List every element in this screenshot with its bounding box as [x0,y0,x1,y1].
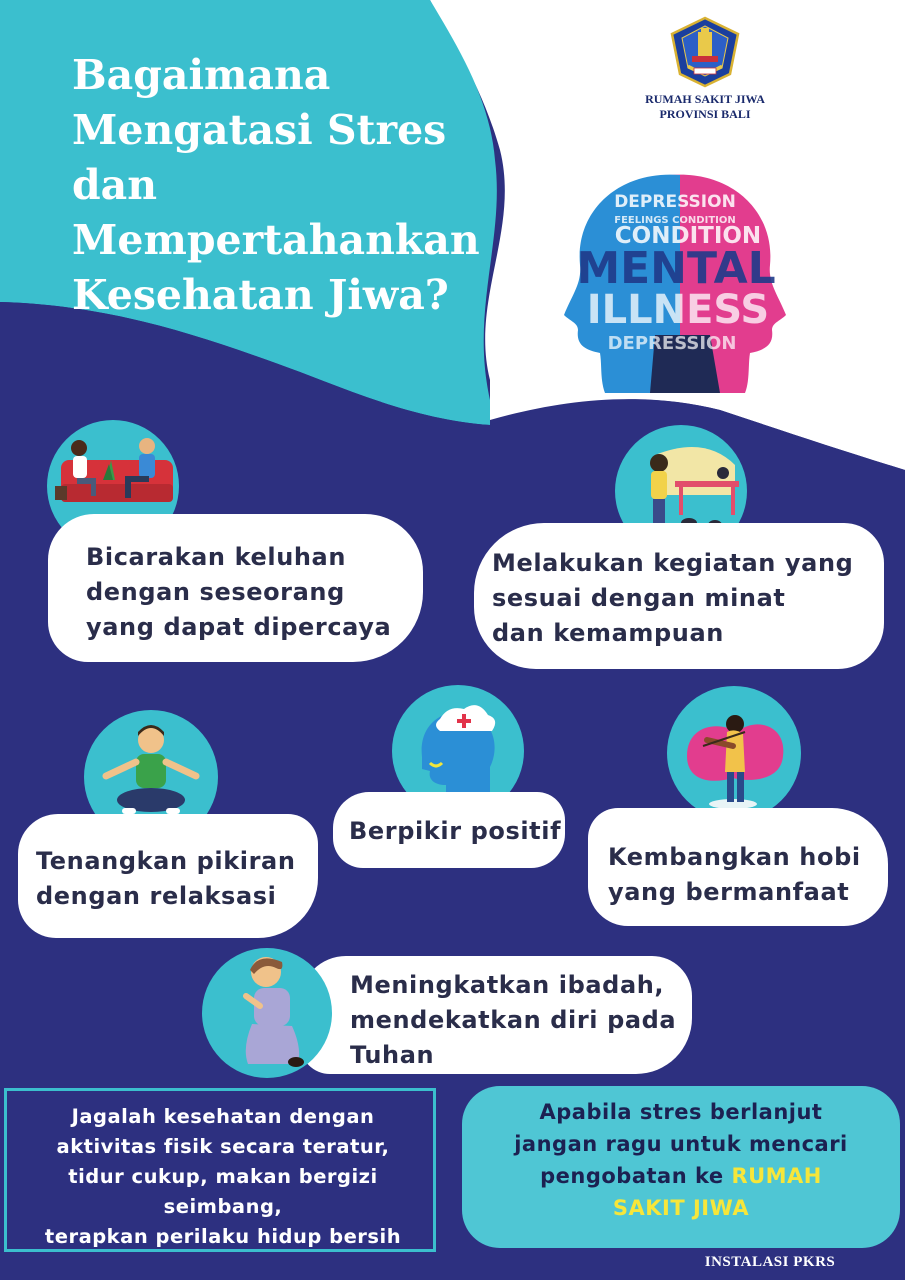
tip-text [492,546,853,651]
referral-line: jangan ragu untuk mencari [514,1132,848,1156]
tip-line: Kembangkan hobi [608,843,861,871]
referral-line [462,1192,900,1224]
tip-line: Meningkatkan ibadah, [350,971,665,999]
referral-prefix: pengobatan ke [540,1164,732,1188]
title-line: dan [72,161,158,209]
tip-line: Berpikir positif [349,817,562,845]
violin-hobby-icon [667,686,801,820]
tip-line: yang dapat dipercaya [86,613,392,641]
head-word: DEPRESSION [614,192,736,212]
health-tip-line: aktivitas fisik secara teratur, [56,1135,390,1158]
health-tip-line: seimbang, [163,1195,283,1218]
tip-line: Tuhan [350,1041,435,1069]
tip-line: Tenangkan pikiran [36,847,296,875]
tip-line: dengan relaksasi [36,882,277,910]
department-label: INSTALASI PKRS [704,1254,836,1270]
head-word: ILLNESS [586,287,770,333]
health-tip-line: tidur cukup, makan bergizi [68,1165,378,1188]
mental-illness-head-icon [560,165,790,395]
title-line: Mengatasi Stres [72,106,447,154]
title-line: Mempertahankan [72,216,480,264]
head-word: MENTAL [576,243,776,294]
title-line: Kesehatan Jiwa? [72,271,449,319]
tip-text [86,540,391,645]
health-tips-text [8,1102,438,1252]
hospital-name-line: RUMAH SAKIT JIWA [645,92,765,106]
referral-text [462,1096,900,1224]
tip-line: Bicarakan keluhan [86,543,347,571]
hospital-highlight: RUMAH [731,1164,822,1188]
tip-line: Melakukan kegiatan yang [492,549,854,577]
hospital-name-line: PROVINSI BALI [659,107,751,121]
hospital-highlight: SAKIT JIWA [612,1196,750,1220]
tip-text [36,844,296,914]
title-line: Bagaimana [72,51,331,99]
praying-icon [202,948,332,1078]
referral-line [462,1160,900,1192]
province-emblem-icon [670,16,740,88]
tip-text [608,840,861,910]
tip-text [350,968,676,1073]
tip-line: dan kemampuan [492,619,724,647]
tip-line: sesuai dengan minat [492,584,786,612]
health-tip-line: Jagalah kesehatan dengan [71,1105,375,1128]
head-word: FEELINGS CONDITION [614,215,736,226]
page-title [72,48,492,323]
head-word: CONDITION [614,223,762,249]
tip-text [349,814,561,849]
hospital-name [600,92,810,122]
tip-line: yang bermanfaat [608,878,850,906]
health-tip-line: terapkan perilaku hidup bersih [44,1225,402,1248]
tip-line: mendekatkan diri pada [350,1006,677,1034]
tip-line: dengan seseorang [86,578,345,606]
referral-line: Apabila stres berlanjut [539,1100,823,1124]
head-word: DEPRESSION [607,333,737,354]
